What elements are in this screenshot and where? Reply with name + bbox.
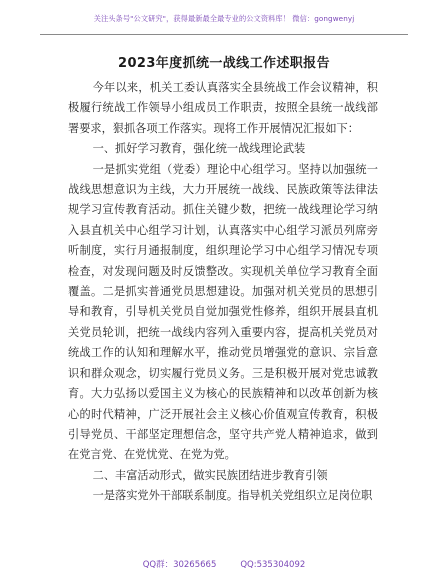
paragraph-section-1: 一是抓实党组（党委）理论中心组学习。坚持以加强统一战线思想意识为主线，大力开展统一战线、民族政策等法律法规学习宣传教育活动。抓住关键少数，把统一战线理论学习纳入县直机关中心组学习计划，认真落实中心组学习派员列席旁听制度，实行月通报制度，组织理论学习中心组学习情况专项检查，对发现问题及时反馈整改。实现机关单位学习教育全面覆盖。二是抓实普通党员思想建设。加强对机关党员的思想引导和教育，引导机关党员自觉加强党性修养，组织开展县直机关党员轮训，把统一战线内容列入重要内容，提高机关党员对统战工作的认知和理解水平，推动党员增强党的意识、宗旨意识和群众观念，切实履行党员义务。三是积极开展对党忠诚教育。大力弘扬以爱国主义为核心的民族精神和以改革创新为核心的时代精神，广泛开展社会主义核心价值观宣传教育，积极引导党员、干部坚定理想信念，坚守共产党人精神追求，做到在党言党、在党忧党、在党为党。 — [68, 162, 378, 462]
header-banner: 关注头条号"公文研究"，获得最新最全最专业的公文资料库！ 微信：gongwenyj — [93, 14, 355, 23]
header-divider — [40, 34, 408, 35]
page-title: 2023年度抓统一战线工作述职报告 — [118, 56, 330, 71]
footer-qq: QQ:535304092 — [240, 560, 306, 570]
document-body — [68, 78, 378, 507]
paragraph-section-2: 一是落实党外干部联系制度。指导机关党组织立足岗位职 — [92, 489, 373, 503]
section-heading-1: 一、抓好学习教育，强化统一战线理论武装 — [92, 142, 306, 156]
section-heading-2: 二、丰富活动形式，做实民族团结进步教育引领 — [92, 468, 328, 482]
footer-contact — [0, 558, 448, 570]
footer-qq-group: QQ群：30265665 — [142, 560, 217, 570]
paragraph-intro: 今年以来，机关工委认真落实全县统战工作会议精神，积极履行统战工作领导小组成员工作职责，按照全县统一战线部署要求，狠抓各项工作落实。现将工作开展情况汇报如下： — [68, 81, 378, 135]
